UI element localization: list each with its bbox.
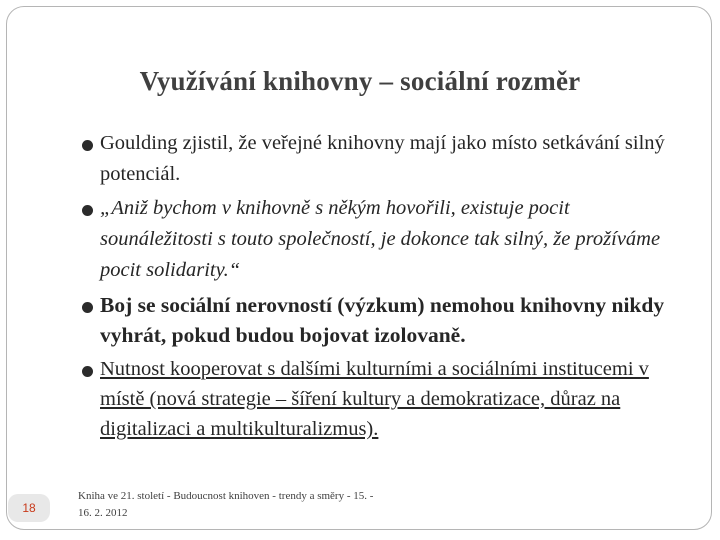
bullet-bold-text: Boj se sociální nerovností (výzkum) nemohou knihovny nikdy vyhrát, pokud budou bojovat izolovaně.	[100, 293, 665, 347]
bullet-dot-icon	[82, 205, 93, 216]
bullet-item[interactable]	[84, 354, 684, 444]
slide-title: Využívání knihovny – sociální rozměr	[139, 66, 581, 96]
bullet-quote-text: „Aniž bychom v knihovně s někým hovořili, existuje pocit sounáležitosti s touto společností, je dokonce tak silný, že prožíváme pocit solidarity.“	[100, 197, 661, 281]
bullet-link-text[interactable]: Nutnost kooperovat s dalšími kulturními a sociálními institucemi v místě (nová strategie – šíření kultury a demokratizace, důraz na digitalizaci a multikulturalizmus).	[100, 358, 649, 440]
bullet-text: Goulding zjistil, že veřejné knihovny mají jako místo setkávání silný potenciál.	[100, 132, 665, 185]
bullet-dot-icon	[82, 302, 93, 313]
bullet-item	[84, 290, 684, 350]
bullet-item	[84, 193, 684, 286]
bullet-item	[84, 128, 684, 190]
bullet-dot-icon	[82, 140, 93, 151]
footer-text: Kniha ve 21. století - Budoucnost knihoven - trendy a směry - 15. - 16. 2. 2012	[78, 490, 374, 519]
page-number: 18	[8, 494, 50, 522]
bullet-list	[84, 128, 684, 444]
bullet-dot-icon	[82, 366, 93, 377]
